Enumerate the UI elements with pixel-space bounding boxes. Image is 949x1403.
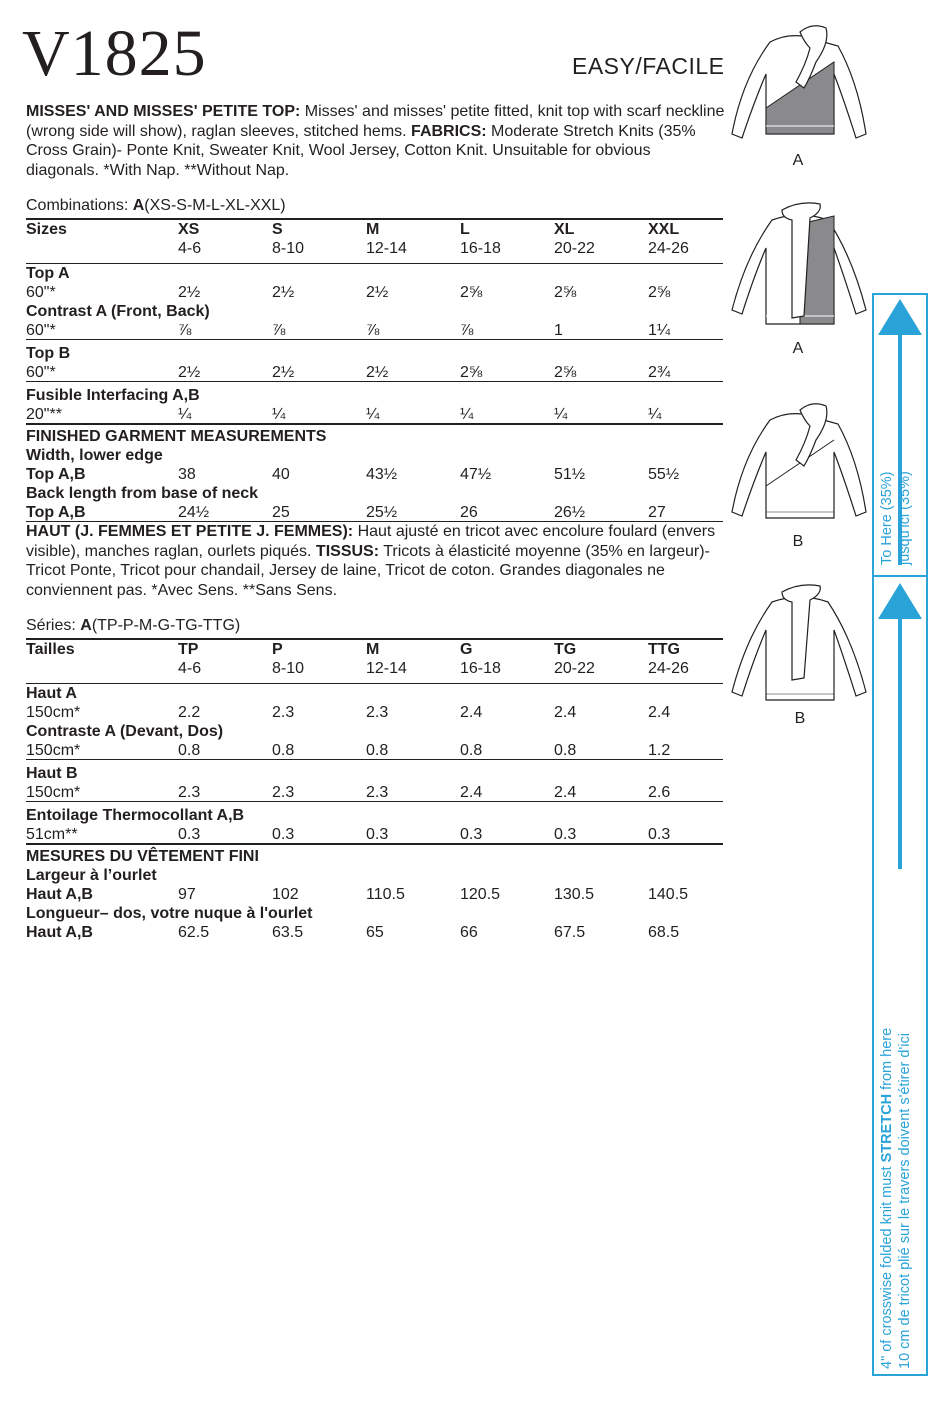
finished-title: FINISHED GARMENT MEASUREMENTS xyxy=(26,428,327,445)
yardage-item-row xyxy=(26,722,723,741)
view-label: B xyxy=(794,710,806,727)
description-title: HAUT (J. FEMMES ET PETITE J. FEMMES): xyxy=(26,523,354,540)
finished-title-row xyxy=(26,847,723,866)
size-code: XL xyxy=(554,221,575,238)
difficulty-label: EASY/FACILE xyxy=(572,53,725,79)
yardage-value: 2.3 xyxy=(272,784,295,801)
finished-values-row xyxy=(26,885,723,904)
yardage-value: 2½ xyxy=(366,364,389,381)
finished-value: 27 xyxy=(648,504,666,521)
finished-title: MESURES DU VÊTEMENT FINI xyxy=(26,848,259,865)
yardage-value: 0.3 xyxy=(178,826,201,843)
size-range: 20-22 xyxy=(554,660,595,677)
pattern-number: V1825 xyxy=(22,17,207,90)
yardage-value: ¼ xyxy=(366,406,380,423)
finished-value: 68.5 xyxy=(648,924,680,941)
size-code: P xyxy=(272,641,283,658)
finished-value: 62.5 xyxy=(178,924,210,941)
top-front-sketch-icon xyxy=(730,22,870,152)
yardage-value: 0.3 xyxy=(272,826,295,843)
yardage-value: 2⅝ xyxy=(460,364,483,381)
view-label: A xyxy=(792,152,804,169)
size-code: M xyxy=(366,641,380,658)
size-code: XS xyxy=(178,221,200,238)
yardage-item-row xyxy=(26,764,723,783)
yardage-value: 2⅝ xyxy=(460,284,483,301)
finished-value: 24½ xyxy=(178,504,210,521)
finished-label: Top A,B xyxy=(26,466,86,483)
finished-value: 51½ xyxy=(554,466,586,483)
yardage-value: 2½ xyxy=(178,364,201,381)
view-label: B xyxy=(792,533,804,550)
yardage-item: Fusible Interfacing A,B xyxy=(26,387,200,404)
yardage-value: ¼ xyxy=(460,406,474,423)
finished-heading: Back length from base of neck xyxy=(26,485,259,502)
yardage-value: 2.4 xyxy=(554,784,577,801)
yardage-value: ⅞ xyxy=(460,322,474,339)
size-code: TG xyxy=(554,641,577,658)
stretch-gauge xyxy=(872,293,928,1376)
yardage-values-row xyxy=(26,741,723,760)
combinations-label: Combinations: xyxy=(26,197,133,214)
fabric-width: 150cm* xyxy=(26,742,81,759)
finished-value: 102 xyxy=(272,886,299,903)
yardage-value: 2.4 xyxy=(460,784,483,801)
fabric-width: 20"** xyxy=(26,406,62,423)
finished-value: 120.5 xyxy=(460,886,501,903)
sizes-range-row xyxy=(26,239,723,258)
finished-title-row xyxy=(26,427,723,446)
yardage-value: 2.4 xyxy=(648,704,671,721)
yardage-item-row xyxy=(26,386,723,405)
yardage-value: 2.3 xyxy=(366,784,389,801)
fabrics-body: Moderate Stretch Knits (35% Cross Grain)- Ponte Knit, Sweater Knit, Wool Jersey, Cotton Knit. Unsuitable for obvious diagonals. *With Nap. **Without Nap. xyxy=(26,122,696,179)
combinations-sizes: (XS-S-M-L-XL-XXL) xyxy=(144,197,286,214)
yardage-value: ⅞ xyxy=(366,322,380,339)
top-back-sketch-icon xyxy=(730,196,870,332)
finished-label: Haut A,B xyxy=(26,924,93,941)
finished-values-row xyxy=(26,503,723,522)
finished-value: 40 xyxy=(272,466,290,483)
finished-value: 38 xyxy=(178,466,196,483)
yardage-value: 2.2 xyxy=(178,704,201,721)
fabric-width: 150cm* xyxy=(26,784,81,801)
yardage-item-row xyxy=(26,302,723,321)
yardage-value: ⅞ xyxy=(178,322,192,339)
yardage-value: 2½ xyxy=(272,364,295,381)
finished-values-row xyxy=(26,923,723,942)
finished-value: 25 xyxy=(272,504,290,521)
yardage-value: ¼ xyxy=(648,406,662,423)
yardage-value: 2.3 xyxy=(272,704,295,721)
finished-heading: Largeur à l’ourlet xyxy=(26,867,157,884)
yardage-value: 0.8 xyxy=(460,742,483,759)
yardage-value: 2¾ xyxy=(648,364,671,381)
yardage-values-row xyxy=(26,363,723,382)
yardage-item: Contraste A (Devant, Dos) xyxy=(26,723,224,740)
size-code: L xyxy=(460,221,470,238)
finished-heading: Width, lower edge xyxy=(26,447,163,464)
fabrics-label: TISSUS: xyxy=(315,542,380,560)
finished-heading-row xyxy=(26,484,723,503)
size-code: G xyxy=(460,641,473,658)
finished-value: 67.5 xyxy=(554,924,586,941)
yardage-value: 0.8 xyxy=(272,742,295,759)
finished-value: 26½ xyxy=(554,504,586,521)
yardage-item-row xyxy=(26,344,723,363)
yardage-item: Contrast A (Front, Back) xyxy=(26,303,210,320)
size-range: 16-18 xyxy=(460,660,501,677)
yardage-value: 2.4 xyxy=(554,704,577,721)
instruction-emphasis: STRETCH xyxy=(879,1093,895,1163)
finished-value: 26 xyxy=(460,504,478,521)
yardage-values-row xyxy=(26,783,723,802)
top-back-sketch-icon xyxy=(730,578,870,708)
yardage-item: Entoilage Thermocollant A,B xyxy=(26,807,245,824)
sizes-header-label: Sizes xyxy=(26,221,67,238)
yardage-values-row xyxy=(26,825,723,844)
yardage-value: 0.3 xyxy=(460,826,483,843)
size-range: 16-18 xyxy=(460,240,501,257)
finished-value: 66 xyxy=(460,924,478,941)
yardage-value: 0.8 xyxy=(554,742,577,759)
size-range: 24-26 xyxy=(648,240,689,257)
yardage-value: 2.6 xyxy=(648,784,671,801)
yardage-value: 2⅝ xyxy=(648,284,671,301)
finished-value: 65 xyxy=(366,924,384,941)
finished-values-row xyxy=(26,465,723,484)
fabric-width: 150cm* xyxy=(26,704,81,721)
size-range: 24-26 xyxy=(648,660,689,677)
stretch-instruction-fr: 10 cm de tricot plié sur le travers doivent s'étirer d'ici xyxy=(897,1033,913,1369)
yardage-values-row xyxy=(26,703,723,722)
size-range: 4-6 xyxy=(178,660,202,677)
yardage-value: 0.3 xyxy=(366,826,389,843)
size-code: TTG xyxy=(648,641,680,658)
fabric-width: 60"* xyxy=(26,284,56,301)
size-code: M xyxy=(366,221,380,238)
yardage-values-row xyxy=(26,405,723,424)
yardage-item: Top A xyxy=(26,265,70,282)
yardage-value: 0.3 xyxy=(554,826,577,843)
yardage-item: Haut B xyxy=(26,765,78,782)
finished-value: 130.5 xyxy=(554,886,595,903)
size-range: 4-6 xyxy=(178,240,202,257)
fabric-width: 51cm** xyxy=(26,826,78,843)
size-range: 12-14 xyxy=(366,660,407,677)
fabrics-label: FABRICS: xyxy=(411,122,487,140)
description-body: Haut ajusté en tricot avec encolure foulard (envers visible), manches raglan, ourlets piqués. xyxy=(26,523,716,560)
instruction-text: 4" of crosswise folded knit must xyxy=(879,1162,895,1369)
finished-heading: Longueur– dos, votre nuque à l'ourlet xyxy=(26,905,313,922)
yardage-values-row xyxy=(26,283,723,302)
combinations-sizes: (TP-P-M-G-TG-TTG) xyxy=(91,617,241,634)
finished-heading-row xyxy=(26,446,723,465)
yardage-value: 1.2 xyxy=(648,742,671,759)
size-range: 8-10 xyxy=(272,660,305,677)
to-here-label-en: To Here (35%) xyxy=(879,471,895,565)
finished-value: 47½ xyxy=(460,466,492,483)
stretch-instruction-en xyxy=(878,1028,896,1369)
yardage-item: Top B xyxy=(26,345,71,362)
fabric-width: 60"* xyxy=(26,322,56,339)
yardage-value: 1 xyxy=(554,322,563,339)
size-range: 12-14 xyxy=(366,240,407,257)
finished-value: 43½ xyxy=(366,466,398,483)
yardage-value: ⅞ xyxy=(272,322,286,339)
yardage-value: 2½ xyxy=(272,284,295,301)
to-here-label-fr: jusqu'ici (35%) xyxy=(897,471,913,565)
yardage-item: Haut A xyxy=(26,685,77,702)
finished-heading-row xyxy=(26,866,723,885)
finished-value: 110.5 xyxy=(366,886,405,903)
top-front-sketch-icon xyxy=(730,400,870,530)
size-code: TP xyxy=(178,641,199,658)
combinations-view: A xyxy=(80,617,92,634)
table-rule xyxy=(26,844,723,845)
description-title: MISSES' AND MISSES' PETITE TOP: xyxy=(26,103,301,120)
size-code: XXL xyxy=(648,221,680,238)
yardage-item-row xyxy=(26,264,723,283)
finished-value: 55½ xyxy=(648,466,680,483)
size-range: 8-10 xyxy=(272,240,305,257)
fabrics-body: Tricots à élasticité moyenne (35% en largeur)- Tricot Ponte, Tricot pour chandail, Jersey de laine, Tricot de coton. Grandes diagonales ne conviennent pas. *Avec Sens. **Sans Sens. xyxy=(26,542,710,599)
combinations-view: A xyxy=(132,197,145,214)
yardage-value: 2.3 xyxy=(366,704,389,721)
yardage-value: 2.3 xyxy=(178,784,201,801)
sizes-range-row xyxy=(26,659,723,678)
fabric-width: 60"* xyxy=(26,364,56,381)
french-description xyxy=(26,522,726,600)
english-description xyxy=(26,102,726,180)
finished-heading-row xyxy=(26,904,723,923)
yardage-value: 1¼ xyxy=(648,322,671,339)
finished-value: 140.5 xyxy=(648,886,689,903)
yardage-value: 2⅝ xyxy=(554,364,577,381)
combinations-label: Séries: xyxy=(26,617,81,634)
sizes-header-row xyxy=(26,220,723,239)
finished-value: 63.5 xyxy=(272,924,304,941)
view-label: A xyxy=(792,340,804,357)
yardage-value: 0.3 xyxy=(648,826,671,843)
finished-label: Haut A,B xyxy=(26,886,93,903)
yardage-item-row xyxy=(26,684,723,703)
finished-value: 25½ xyxy=(366,504,398,521)
instruction-text: from here xyxy=(879,1027,895,1094)
yardage-item-row xyxy=(26,806,723,825)
finished-label: Top A,B xyxy=(26,504,86,521)
yardage-value: 0.8 xyxy=(366,742,389,759)
table-rule xyxy=(26,424,723,425)
combinations-line xyxy=(26,616,240,636)
combinations-line xyxy=(26,196,286,216)
yardage-value: 2.4 xyxy=(460,704,483,721)
finished-value: 97 xyxy=(178,886,196,903)
yardage-value: ¼ xyxy=(178,406,192,423)
description-body: Misses' and misses' petite fitted, knit top with scarf neckline (wrong side will show), raglan sleeves, stitched hems. xyxy=(26,103,725,140)
yardage-value: 2½ xyxy=(178,284,201,301)
yardage-value: 0.8 xyxy=(178,742,201,759)
yardage-value: 2½ xyxy=(366,284,389,301)
yardage-value: ¼ xyxy=(272,406,286,423)
sizes-header-label: Tailles xyxy=(26,641,75,658)
sizes-header-row xyxy=(26,640,723,659)
size-code: S xyxy=(272,221,283,238)
size-range: 20-22 xyxy=(554,240,595,257)
yardage-value: 2⅝ xyxy=(554,284,577,301)
yardage-value: ¼ xyxy=(554,406,568,423)
yardage-values-row xyxy=(26,321,723,340)
